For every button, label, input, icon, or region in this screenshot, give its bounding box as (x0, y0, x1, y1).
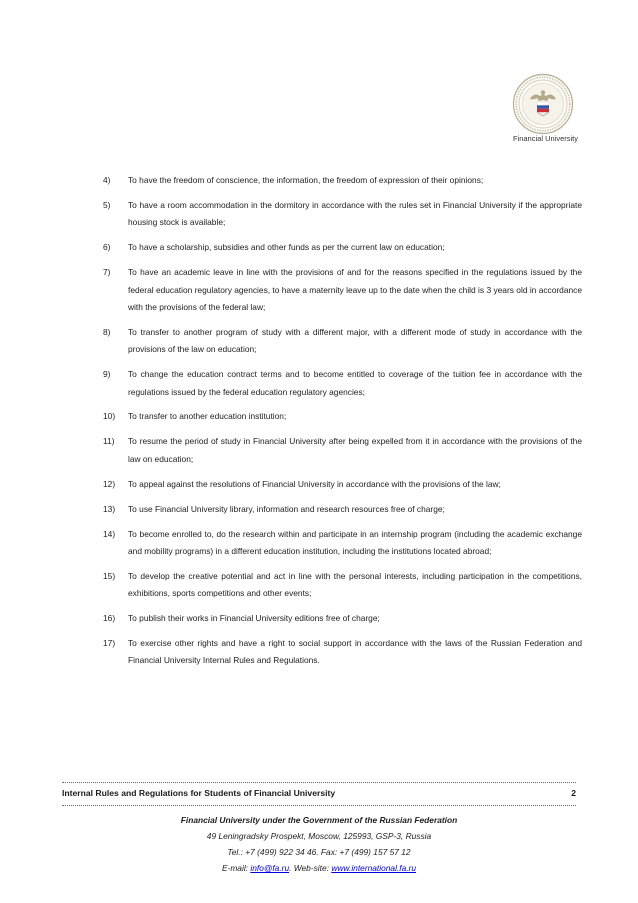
organization-name: Financial University under the Government of the Russian Federation (180, 815, 458, 825)
list-item (95, 172, 582, 189)
contact-line (62, 861, 576, 876)
list-item (95, 408, 582, 425)
item-text: To appeal against the resolutions of Financial University in accordance with the provisions of the law; (128, 478, 501, 489)
item-number: 8) (103, 326, 111, 337)
list-item (95, 610, 582, 627)
item-text: To use Financial University library, information and research resources free of charge; (128, 503, 445, 514)
item-text: To have a scholarship, subsidies and other funds as per the current law on education; (128, 242, 445, 253)
item-number: 11) (103, 436, 115, 447)
list-item (95, 239, 582, 256)
document-title: Internal Rules and Regulations for Students of Financial University (62, 788, 336, 798)
page-number: 2 (571, 788, 576, 798)
item-number: 14) (103, 528, 116, 539)
item-number: 4) (103, 175, 111, 185)
item-text: To have the freedom of conscience, the information, the freedom of expression of their opinions; (128, 175, 484, 185)
item-number: 12) (103, 478, 116, 489)
footer-divider-top (62, 782, 576, 783)
item-number: 9) (103, 369, 111, 380)
list-item (95, 264, 582, 316)
list-item (95, 366, 582, 401)
item-text: To resume the period of study in Financial University after being expelled from it in accordance with the provisions of the law on education; (128, 436, 582, 464)
item-text: To transfer to another program of study with a different major, with a different mode of study in accordance with the provisions of the law on education; (128, 326, 582, 355)
organization-address: 49 Leningradsky Prospekt, Moscow, 125993, GSP-3, Russia (206, 831, 432, 841)
organization-phones: Tel.: +7 (499) 922 34 46. Fax: +7 (499) 157 57 12 (227, 847, 411, 857)
item-text: To change the education contract terms and to become entitled to coverage of the tuition fee in accordance with the regulations issued by the federal education regulatory agencies; (128, 369, 582, 397)
item-text: To have a room accommodation in the dormitory in accordance with the rules set in Financial University if the appropriate housing stock is available; (128, 199, 582, 228)
email-link[interactable]: info@fa.ru (250, 863, 290, 873)
item-text: To exercise other rights and have a right to social support in accordance with the laws of the Russian Federation and Financial University Internal Rules and Regulations. (128, 638, 582, 666)
list-item (95, 433, 582, 468)
footer-divider-bottom (62, 805, 576, 806)
item-number: 5) (103, 199, 111, 210)
email-label: E-mail: (221, 863, 251, 873)
website-label: . Web-site: (289, 863, 332, 873)
list-item (95, 568, 582, 603)
item-text: To publish their works in Financial University editions free of charge; (128, 613, 380, 624)
item-text: To become enrolled to, do the research within and participate in an internship program (including the academic exchange and mobility programs) in a different education institution, including the institutions located abroad; (128, 528, 582, 556)
item-number: 17) (103, 638, 116, 649)
item-number: 15) (103, 570, 116, 581)
list-item (95, 501, 582, 518)
item-number: 10) (103, 411, 116, 422)
rights-list (95, 172, 582, 677)
item-number: 16) (103, 613, 116, 624)
item-number: 13) (103, 503, 116, 514)
list-item (95, 526, 582, 561)
list-item (95, 197, 582, 232)
item-number: 7) (103, 267, 111, 278)
seal-caption: Financial University (512, 134, 578, 143)
list-item (95, 324, 582, 359)
financial-university-seal-icon (512, 73, 574, 135)
item-number: 6) (103, 242, 111, 253)
list-item (95, 635, 582, 670)
website-link[interactable]: www.international.fa.ru (331, 863, 417, 873)
list-item (95, 476, 582, 493)
item-text: To transfer to another education institution; (128, 411, 287, 422)
item-text: To have an academic leave in line with the provisions of and for the reasons specified in the regulations issued by the federal education regulatory agencies, to have a maternity leave up to the date when the child is 3 years old in accordance with the provisions of the federal law; (128, 267, 582, 312)
item-text: To develop the creative potential and act in line with the personal interests, including participation in the competitions, exhibitions, sports competitions and other events; (128, 570, 582, 599)
